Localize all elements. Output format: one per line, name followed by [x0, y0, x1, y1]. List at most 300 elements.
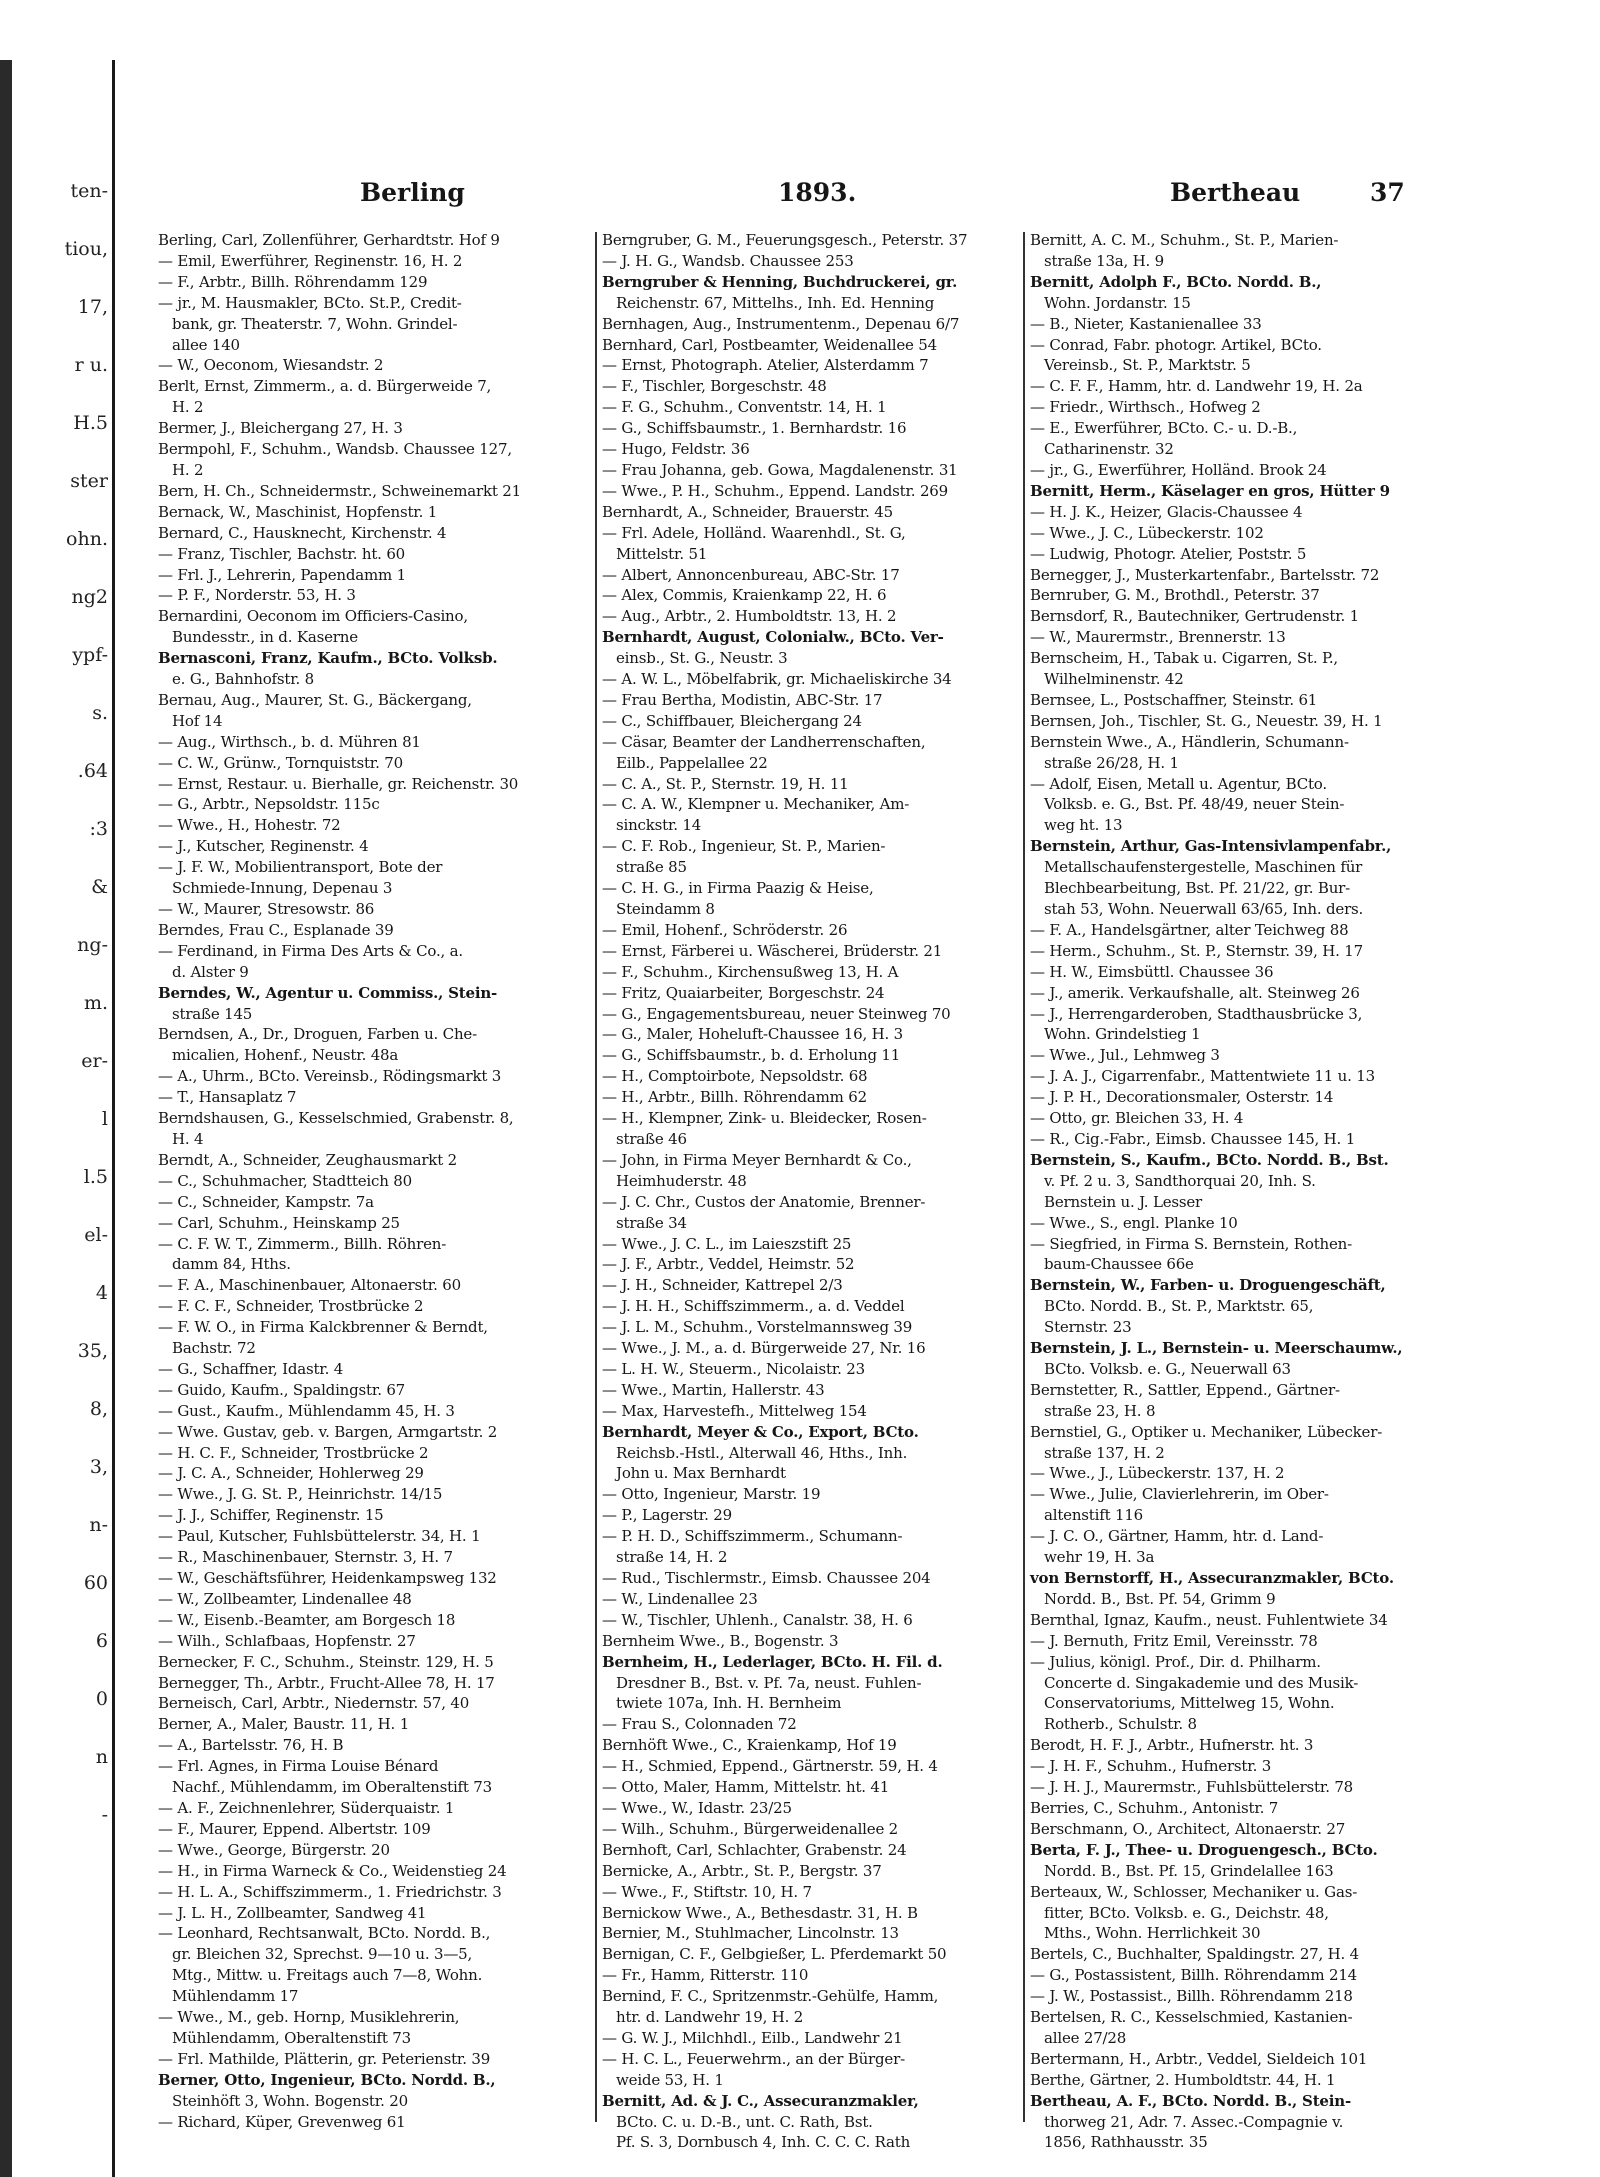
directory-entry: straße 34: [616, 1213, 687, 1232]
directory-entry: Berngruber, G. M., Feuerungsgesch., Peterstr. 37: [602, 231, 968, 249]
directory-entry: damm 84, Hths.: [172, 1255, 291, 1274]
directory-entry: Bernitt, A. C. M., Schuhm., St. P., Marien-: [1030, 231, 1339, 249]
directory-entry: Nordd. B., Bst. Pf. 54, Grimm 9: [1044, 1589, 1276, 1608]
directory-entry: — J. H. J., Maurermstr., Fuhlsbüttelerstr. 78: [1030, 1778, 1354, 1797]
directory-entry: — Fr., Hamm, Ritterstr. 110: [602, 1966, 809, 1985]
directory-entry: — J. C. A., Schneider, Hohlerweg 29: [158, 1464, 424, 1483]
directory-entry: Bernack, W., Maschinist, Hopfenstr. 1: [158, 502, 438, 521]
directory-entry: — L. H. W., Steuerm., Nicolaistr. 23: [602, 1359, 865, 1378]
directory-entry: straße 26/28, H. 1: [1044, 753, 1179, 772]
directory-entry: straße 85: [616, 858, 687, 877]
directory-entry: straße 145: [172, 1004, 253, 1023]
directory-entry: Bernhard, Carl, Postbeamter, Weidenallee 54: [602, 335, 937, 354]
directory-entry: Hof 14: [172, 711, 223, 730]
directory-entry: — A., Bartelsstr. 76, H. B: [158, 1736, 344, 1755]
directory-entry: straße 23, H. 8: [1044, 1401, 1156, 1420]
directory-column-3: [1030, 230, 1460, 2152]
directory-entry: — Hugo, Feldstr. 36: [602, 440, 750, 459]
directory-entry: Bundesstr., in d. Kaserne: [172, 628, 358, 647]
directory-entry: — Conrad, Fabr. photogr. Artikel, BCto.: [1030, 335, 1322, 354]
directory-entry: — W., Eisenb.-Beamter, am Borgesch 18: [158, 1610, 456, 1629]
directory-entry: Berndes, W., Agentur u. Commiss., Stein-: [158, 983, 498, 1002]
directory-entry: — Frl. Mathilde, Plätterin, gr. Peterienstr. 39: [158, 2049, 491, 2068]
binding-gutter: [0, 60, 12, 2177]
directory-entry: Bernhoft, Carl, Schlachter, Grabenstr. 24: [602, 1840, 907, 1859]
directory-entry: — J., Herrengarderoben, Stadthausbrücke 3,: [1030, 1004, 1363, 1023]
directory-entry: Bernhagen, Aug., Instrumentenm., Depenau 6/7: [602, 314, 960, 333]
directory-entry: — Wwe., J. G. St. P., Heinrichstr. 14/15: [158, 1485, 443, 1504]
directory-entry: Bernheim Wwe., B., Bogenstr. 3: [602, 1631, 839, 1650]
directory-entry: — Wwe., George, Bürgerstr. 20: [158, 1840, 390, 1859]
directory-entry: — Otto, Maler, Hamm, Mittelstr. ht. 41: [602, 1778, 890, 1797]
directory-entry: Wilhelminenstr. 42: [1044, 670, 1184, 689]
directory-entry: — H. W., Eimsbüttl. Chaussee 36: [1030, 962, 1274, 981]
directory-entry: Blechbearbeitung, Bst. Pf. 21/22, gr. Bur-: [1044, 879, 1350, 898]
directory-entry: — T., Hansaplatz 7: [158, 1088, 297, 1107]
directory-entry: Bernitt, Herm., Käselager en gros, Hütter 9: [1030, 481, 1390, 500]
directory-entry: — F. A., Handelsgärtner, alter Teichweg 88: [1030, 920, 1349, 939]
directory-entry: — C. A., St. P., Sternstr. 19, H. 11: [602, 774, 849, 793]
directory-entry: — G., Postassistent, Billh. Röhrendamm 214: [1030, 1966, 1358, 1985]
directory-entry: — Frau Johanna, geb. Gowa, Magdalenenstr. 31: [602, 460, 958, 479]
directory-entry: weide 53, H. 1: [616, 2070, 724, 2089]
previous-page-edge: [0, 60, 115, 2177]
header-year: 1893.: [778, 178, 857, 207]
directory-entry: Bachstr. 72: [172, 1339, 256, 1358]
directory-entry: Berner, Otto, Ingenieur, BCto. Nordd. B.,: [158, 2070, 496, 2089]
directory-entry: — Wwe., J. M., a. d. Bürgerweide 27, Nr. 16: [602, 1339, 926, 1358]
directory-entry: — B., Nieter, Kastanienallee 33: [1030, 314, 1262, 333]
directory-entry: — Frau S., Colonnaden 72: [602, 1715, 797, 1734]
directory-entry: gr. Bleichen 32, Sprechst. 9—10 u. 3—5,: [172, 1945, 473, 1964]
directory-entry: Bernstein, Arthur, Gas-Intensivlampenfabr.,: [1030, 837, 1392, 856]
previous-page-fragment: H.5: [73, 412, 108, 434]
directory-entry: Berndsen, A., Dr., Droguen, Farben u. Che-: [158, 1025, 477, 1044]
directory-entry: — J. Bernuth, Fritz Emil, Vereinsstr. 78: [1030, 1631, 1318, 1650]
directory-entry: — Wwe., J. C., Lübeckerstr. 102: [1030, 523, 1264, 542]
directory-entry: einsb., St. G., Neustr. 3: [616, 649, 788, 668]
directory-entry: — Rud., Tischlermstr., Eimsb. Chaussee 204: [602, 1569, 931, 1587]
directory-entry: — Wwe., J., Lübeckerstr. 137, H. 2: [1030, 1464, 1285, 1483]
directory-entry: — jr., M. Hausmakler, BCto. St.P., Credit-: [158, 293, 462, 312]
directory-entry: v. Pf. 2 u. 3, Sandthorquai 20, Inh. S.: [1044, 1171, 1316, 1190]
directory-entry: — Otto, gr. Bleichen 33, H. 4: [1030, 1109, 1244, 1128]
directory-entry: — Siegfried, in Firma S. Bernstein, Rothen-: [1030, 1234, 1353, 1253]
directory-entry: — C. F. W. T., Zimmerm., Billh. Röhren-: [158, 1234, 447, 1253]
directory-entry: H. 2: [172, 460, 204, 479]
directory-entry: Berodt, H. F. J., Arbtr., Hufnerstr. ht. 3: [1030, 1736, 1314, 1755]
directory-entry: — Leonhard, Rechtsanwalt, BCto. Nordd. B.,: [158, 1924, 491, 1943]
directory-entry: — John, in Firma Meyer Bernhardt & Co.,: [602, 1150, 912, 1169]
directory-entry: baum-Chaussee 66e: [1044, 1255, 1194, 1274]
directory-entry: Concerte d. Singakademie und des Musik-: [1044, 1673, 1359, 1692]
directory-entry: — C., Schneider, Kampstr. 7a: [158, 1192, 374, 1211]
directory-entry: Mühlendamm, Oberaltenstift 73: [172, 2028, 411, 2047]
directory-entry: — Ernst, Photograph. Atelier, Alsterdamm 7: [602, 356, 929, 375]
directory-entry: Bernegger, Th., Arbtr., Frucht-Allee 78, H. 17: [158, 1673, 495, 1692]
directory-entry: Heimhuderstr. 48: [616, 1171, 747, 1190]
directory-entry: — W., Tischler, Uhlenh., Canalstr. 38, H. 6: [602, 1610, 913, 1629]
directory-entry: — Carl, Schuhm., Heinskamp 25: [158, 1213, 400, 1232]
previous-page-fragment: 17,: [77, 296, 108, 318]
directory-column-2: [602, 230, 1035, 2152]
previous-page-fragment: ng-: [77, 934, 108, 956]
directory-entry: d. Alster 9: [172, 962, 249, 981]
directory-entry: Bernier, M., Stuhlmacher, Lincolnstr. 13: [602, 1924, 899, 1943]
directory-entry: — Wilh., Schuhm., Bürgerweidenallee 2: [602, 1819, 899, 1838]
directory-entry: — Wwe., J. C. L., im Laieszstift 25: [602, 1234, 852, 1253]
directory-entry: straße 137, H. 2: [1044, 1443, 1165, 1462]
previous-page-fragment: 0: [95, 1688, 108, 1710]
directory-entry: Reichenstr. 67, Mittelhs., Inh. Ed. Henning: [616, 293, 935, 312]
directory-entry: Vereinsb., St. P., Marktstr. 5: [1044, 356, 1251, 375]
previous-page-fragment: ten-: [70, 180, 108, 202]
previous-page-fragment: :3: [89, 818, 108, 840]
previous-page-fragment: ng2: [71, 586, 108, 608]
directory-entry: Bernstiel, G., Optiker u. Mechaniker, Lübecker-: [1030, 1422, 1383, 1441]
previous-page-fragment: ster: [70, 470, 108, 492]
directory-entry: — J. L. M., Schuhm., Vorstelmannsweg 39: [602, 1318, 913, 1337]
directory-entry: thorweg 21, Adr. 7. Assec.-Compagnie v.: [1044, 2112, 1344, 2131]
previous-page-fragment: 3,: [89, 1456, 108, 1478]
directory-entry: — Ludwig, Photogr. Atelier, Poststr. 5: [1030, 544, 1307, 563]
directory-entry: Berthe, Gärtner, 2. Humboldtstr. 44, H. 1: [1030, 2070, 1336, 2089]
directory-entry: — H. J. K., Heizer, Glacis-Chaussee 4: [1030, 502, 1303, 521]
directory-entry: altenstift 116: [1044, 1506, 1144, 1525]
directory-entry: twiete 107a, Inh. H. Bernheim: [616, 1694, 842, 1713]
directory-entry: straße 13a, H. 9: [1044, 251, 1165, 270]
directory-entry: — Frau Bertha, Modistin, ABC-Str. 17: [602, 690, 883, 709]
directory-entry: von Bernstorff, H., Assecuranzmakler, BCto.: [1030, 1569, 1394, 1587]
directory-entry: — Max, Harvestefh., Mittelweg 154: [602, 1401, 867, 1420]
previous-page-fragment: n-: [89, 1514, 108, 1536]
directory-entry: — J. C. Chr., Custos der Anatomie, Brenner-: [602, 1192, 926, 1211]
directory-entry: John u. Max Bernhardt: [616, 1464, 786, 1483]
directory-entry: — Cäsar, Beamter der Landherrenschaften,: [602, 732, 926, 751]
directory-entry: Mittelstr. 51: [616, 544, 708, 563]
directory-entry: — G., Arbtr., Nepsoldstr. 115c: [158, 795, 380, 814]
directory-entry: — Emil, Ewerführer, Reginenstr. 16, H. 2: [158, 251, 463, 270]
directory-entry: — Wwe., S., engl. Planke 10: [1030, 1213, 1238, 1232]
directory-entry: Berndshausen, G., Kesselschmied, Grabenstr. 8,: [158, 1109, 514, 1128]
directory-entry: — G., Maler, Hoheluft-Chaussee 16, H. 3: [602, 1025, 903, 1044]
directory-entry: Bernau, Aug., Maurer, St. G., Bäckergang,: [158, 690, 472, 709]
directory-entry: — J. H. F., Schuhm., Hufnerstr. 3: [1030, 1757, 1272, 1776]
directory-entry: — Frl. J., Lehrerin, Papendamm 1: [158, 565, 406, 584]
directory-entry: — G., Engagementsbureau, neuer Steinweg 70: [602, 1004, 951, 1023]
directory-entry: — F., Schuhm., Kirchensußweg 13, H. A: [602, 962, 899, 981]
directory-entry: Bernhöft Wwe., C., Kraienkamp, Hof 19: [602, 1736, 897, 1755]
directory-entry: Bernstein, W., Farben- u. Droguengeschäft,: [1030, 1276, 1386, 1295]
directory-entry: Steindamm 8: [616, 900, 715, 918]
directory-entry: — G. W. J., Milchhdl., Eilb., Landwehr 21: [602, 2028, 903, 2047]
directory-entry: Sternstr. 23: [1044, 1318, 1132, 1337]
column-divider: [595, 232, 597, 2122]
directory-entry: — W., Geschäftsführer, Heidenkampsweg 132: [158, 1569, 497, 1587]
directory-entry: — J. H., Schneider, Kattrepel 2/3: [602, 1276, 843, 1295]
directory-entry: — G., Schiffsbaumstr., b. d. Erholung 11: [602, 1046, 901, 1065]
directory-entry: — F. G., Schuhm., Conventstr. 14, H. 1: [602, 398, 887, 417]
directory-entry: — J. A. J., Cigarrenfabr., Mattentwiete 11 u. 13: [1030, 1067, 1375, 1086]
directory-entry: Berngruber & Henning, Buchdruckerei, gr.: [602, 272, 958, 291]
directory-entry: — H. C. L., Feuerwehrm., an der Bürger-: [602, 2049, 905, 2068]
directory-entry: micalien, Hohenf., Neustr. 48a: [172, 1046, 399, 1065]
directory-entry: Bernitt, Adolph F., BCto. Nordd. B.,: [1030, 272, 1322, 291]
directory-entry: — F., Maurer, Eppend. Albertstr. 109: [158, 1819, 431, 1838]
directory-entry: Berlt, Ernst, Zimmerm., a. d. Bürgerweide 7,: [158, 377, 492, 396]
directory-entry: Mths., Wohn. Herrlichkeit 30: [1044, 1924, 1261, 1943]
directory-entry: Mtg., Mittw. u. Freitags auch 7—8, Wohn.: [172, 1966, 483, 1985]
directory-entry: Bernheim, H., Lederlager, BCto. H. Fil. d.: [602, 1652, 943, 1671]
directory-entry: Bernitt, Ad. & J. C., Assecuranzmakler,: [602, 2091, 919, 2110]
directory-entry: Pf. S. 3, Dornbusch 4, Inh. C. C. C. Rath: [616, 2133, 911, 2152]
directory-entry: — E., Ewerführer, BCto. C.- u. D.-B.,: [1030, 419, 1298, 438]
directory-entry: — Guido, Kaufm., Spaldingstr. 67: [158, 1380, 406, 1399]
directory-entry: Eilb., Pappelallee 22: [616, 753, 768, 772]
directory-entry: — Paul, Kutscher, Fuhlsbüttelerstr. 34, H. 1: [158, 1527, 481, 1546]
previous-page-fragment: l: [101, 1108, 108, 1130]
directory-entry: Bernecker, F. C., Schuhm., Steinstr. 129, H. 5: [158, 1652, 494, 1671]
directory-entry: Bernstein u. J. Lesser: [1044, 1192, 1203, 1211]
directory-entry: — Franz, Tischler, Bachstr. ht. 60: [158, 544, 406, 563]
directory-entry: — C. F. Rob., Ingenieur, St. P., Marien-: [602, 837, 886, 856]
directory-entry: — J. H. G., Wandsb. Chaussee 253: [602, 251, 854, 270]
directory-entry: — jr., G., Ewerführer, Holländ. Brook 24: [1030, 460, 1327, 479]
previous-page-fragment: er-: [81, 1050, 108, 1072]
directory-entry: BCto. Volksb. e. G., Neuerwall 63: [1044, 1359, 1291, 1378]
directory-entry: — Ferdinand, in Firma Des Arts & Co., a.: [158, 941, 463, 960]
directory-entry: — J. W., Postassist., Billh. Röhrendamm 218: [1030, 1987, 1353, 2006]
directory-entry: Bernind, F. C., Spritzenmstr.-Gehülfe, Hamm,: [602, 1987, 939, 2006]
directory-entry: — Richard, Küper, Grevenweg 61: [158, 2112, 406, 2131]
directory-entry: fitter, BCto. Volksb. e. G., Deichstr. 48,: [1044, 1903, 1329, 1922]
directory-entry: Wohn. Jordanstr. 15: [1044, 293, 1191, 312]
directory-entry: — Wwe., M., geb. Hornp, Musiklehrerin,: [158, 2008, 460, 2027]
directory-entry: — J. C. O., Gärtner, Hamm, htr. d. Land-: [1030, 1527, 1324, 1546]
directory-entry: Rotherb., Schulstr. 8: [1044, 1715, 1197, 1734]
directory-entry: Bernstein Wwe., A., Händlerin, Schumann-: [1030, 732, 1349, 751]
directory-entry: Bernardini, Oeconom im Officiers-Casino,: [158, 607, 468, 626]
previous-page-fragment: n: [95, 1746, 108, 1768]
directory-entry: — W., Zollbeamter, Lindenallee 48: [158, 1589, 412, 1608]
directory-entry: sinckstr. 14: [616, 816, 702, 835]
directory-entry: — R., Maschinenbauer, Sternstr. 3, H. 7: [158, 1548, 453, 1567]
directory-entry: Berteaux, W., Schlosser, Mechaniker u. Gas-: [1030, 1882, 1358, 1901]
previous-page-fragment: ohn.: [66, 528, 108, 550]
directory-entry: Bernstein, S., Kaufm., BCto. Nordd. B., Bst.: [1030, 1150, 1389, 1169]
directory-entry: — J., amerik. Verkaufshalle, alt. Steinweg 26: [1030, 983, 1360, 1002]
directory-entry: Berner, A., Maler, Baustr. 11, H. 1: [158, 1715, 410, 1734]
directory-entry: — H., Schmied, Eppend., Gärtnerstr. 59, H. 4: [602, 1757, 938, 1776]
directory-entry: — Albert, Annoncenbureau, ABC-Str. 17: [602, 565, 900, 584]
directory-entry: — Friedr., Wirthsch., Hofweg 2: [1030, 398, 1261, 417]
directory-entry: Bertheau, A. F., BCto. Nordd. B., Stein-: [1030, 2091, 1351, 2110]
previous-page-fragment: 8,: [89, 1398, 108, 1420]
directory-entry: — Wwe., F., Stiftstr. 10, H. 7: [602, 1882, 812, 1901]
directory-entry: Bernsen, Joh., Tischler, St. G., Neuestr. 39, H. 1: [1030, 711, 1383, 730]
directory-entry: Bernruber, G. M., Brothdl., Peterstr. 37: [1030, 586, 1320, 605]
directory-entry: Bernscheim, H., Tabak u. Cigarren, St. P.,: [1030, 649, 1338, 668]
directory-entry: — Aug., Arbtr., 2. Humboldtstr. 13, H. 2: [602, 607, 897, 626]
directory-entry: Bernard, C., Hausknecht, Kirchenstr. 4: [158, 523, 447, 542]
directory-entry: — Alex, Commis, Kraienkamp 22, H. 6: [602, 586, 887, 605]
directory-entry: H. 4: [172, 1129, 204, 1148]
previous-page-fragment: -: [101, 1804, 108, 1826]
directory-entry: — A. F., Zeichnenlehrer, Süderquaistr. 1: [158, 1798, 455, 1817]
previous-page-fragment: 4: [95, 1282, 108, 1304]
directory-entry: Bertermann, H., Arbtr., Veddel, Sieldeich 101: [1030, 2049, 1368, 2068]
header-left-keyword: Berling: [360, 178, 465, 207]
directory-entry: — J. J., Schiffer, Reginenstr. 15: [158, 1506, 384, 1525]
directory-entry: — Wwe., Martin, Hallerstr. 43: [602, 1380, 825, 1399]
directory-entry: — J. H. H., Schiffszimmerm., a. d. Veddel: [602, 1297, 905, 1316]
directory-entry: Bern, H. Ch., Schneidermstr., Schweinemarkt 21: [158, 481, 521, 500]
directory-entry: — H., Klempner, Zink- u. Bleidecker, Rosen-: [602, 1109, 927, 1128]
directory-entry: — Wwe. Gustav, geb. v. Bargen, Armgartstr. 2: [158, 1422, 498, 1441]
directory-entry: — C., Schiffbauer, Bleichergang 24: [602, 711, 862, 730]
directory-entry: Berschmann, O., Architect, Altonaerstr. 27: [1030, 1819, 1346, 1838]
directory-entry: — R., Cig.-Fabr., Eimsb. Chaussee 145, H. 1: [1030, 1129, 1356, 1148]
directory-entry: allee 140: [172, 335, 240, 354]
previous-page-fragment: m.: [83, 992, 108, 1014]
directory-entry: Bernhardt, August, Colonialw., BCto. Ver-: [602, 628, 944, 647]
directory-entry: — F. C. F., Schneider, Trostbrücke 2: [158, 1297, 424, 1316]
directory-entry: — H., Arbtr., Billh. Röhrendamm 62: [602, 1088, 867, 1107]
directory-entry: Wohn. Grindelstieg 1: [1044, 1025, 1201, 1044]
directory-entry: — F. A., Maschinenbauer, Altonaerstr. 60: [158, 1276, 461, 1295]
directory-entry: weg ht. 13: [1044, 816, 1123, 835]
previous-page-fragment: l.5: [83, 1166, 108, 1188]
directory-entry: — Ernst, Restaur. u. Bierhalle, gr. Reichenstr. 30: [158, 774, 519, 793]
directory-entry: — Wwe., H., Hohestr. 72: [158, 816, 341, 835]
directory-entry: — C., Schuhmacher, Stadtteich 80: [158, 1171, 412, 1190]
previous-page-fragment: 60: [83, 1572, 108, 1594]
directory-entry: — Frl. Agnes, in Firma Louise Bénard: [158, 1757, 439, 1776]
directory-entry: Bernsee, L., Postschaffner, Steinstr. 61: [1030, 690, 1318, 709]
directory-entry: — J. F. W., Mobilientransport, Bote der: [158, 858, 443, 877]
directory-entry: — Herm., Schuhm., St. P., Sternstr. 39, H. 17: [1030, 941, 1363, 960]
directory-entry: Berling, Carl, Zollenführer, Gerhardtstr. Hof 9: [158, 231, 500, 249]
previous-page-fragment: r u.: [74, 354, 108, 376]
directory-entry: — F., Tischler, Borgeschstr. 48: [602, 377, 827, 396]
previous-page-fragment: .64: [77, 760, 108, 782]
directory-entry: — Ernst, Färberei u. Wäscherei, Brüderstr. 21: [602, 941, 943, 960]
directory-entry: — C. A. W., Klempner u. Mechaniker, Am-: [602, 795, 910, 814]
directory-entry: — C. W., Grünw., Tornquiststr. 70: [158, 753, 403, 772]
previous-page-fragment: tiou,: [64, 238, 108, 260]
directory-entry: Bernthal, Ignaz, Kaufm., neust. Fuhlentwiete 34: [1030, 1610, 1388, 1629]
directory-entry: Bertelsen, R. C., Kesselschmied, Kastanien-: [1030, 2008, 1353, 2027]
directory-entry: — H., Comptoirbote, Nepsoldstr. 68: [602, 1067, 868, 1086]
directory-entry: — Adolf, Eisen, Metall u. Agentur, BCto.: [1030, 774, 1327, 793]
directory-entry: — C. F. F., Hamm, htr. d. Landwehr 19, H. 2a: [1030, 377, 1363, 396]
directory-entry: — J. P. H., Decorationsmaler, Osterstr. 14: [1030, 1088, 1334, 1107]
directory-entry: Berneisch, Carl, Arbtr., Niedernstr. 57, 40: [158, 1694, 470, 1713]
directory-entry: — P. H. D., Schiffszimmerm., Schumann-: [602, 1527, 903, 1546]
directory-entry: — Wwe., Jul., Lehmweg 3: [1030, 1046, 1220, 1065]
directory-entry: — F. W. O., in Firma Kalckbrenner & Berndt,: [158, 1318, 488, 1337]
directory-entry: Conservatoriums, Mittelweg 15, Wohn.: [1044, 1694, 1335, 1713]
directory-column-1: [158, 230, 588, 2130]
directory-entry: straße 14, H. 2: [616, 1548, 728, 1567]
directory-entry: — G., Schiffsbaumstr., 1. Bernhardstr. 16: [602, 419, 907, 438]
directory-entry: — Wilh., Schlafbaas, Hopfenstr. 27: [158, 1631, 416, 1650]
header-right-keyword: Bertheau: [1170, 178, 1301, 207]
directory-entry: htr. d. Landwehr 19, H. 2: [616, 2008, 804, 2027]
directory-entry: Schmiede-Innung, Depenau 3: [172, 879, 393, 898]
directory-entry: — J., Kutscher, Reginenstr. 4: [158, 837, 369, 856]
directory-entry: straße 46: [616, 1129, 687, 1148]
directory-entry: — H. C. F., Schneider, Trostbrücke 2: [158, 1443, 429, 1462]
directory-entry: — Frl. Adele, Holländ. Waarenhdl., St. G,: [602, 523, 906, 542]
directory-entry: — P., Lagerstr. 29: [602, 1506, 732, 1525]
directory-entry: Reichsb.-Hstl., Alterwall 46, Hths., Inh.: [616, 1443, 908, 1462]
directory-entry: stah 53, Wohn. Neuerwall 63/65, Inh. ders.: [1044, 900, 1364, 918]
directory-entry: Berta, F. J., Thee- u. Droguengesch., BCto.: [1030, 1840, 1378, 1859]
directory-entry: — H., in Firma Warneck & Co., Weidenstieg 24: [158, 1861, 507, 1880]
directory-entry: H. 2: [172, 398, 204, 417]
directory-entry: — W., Oeconom, Wiesandstr. 2: [158, 356, 384, 375]
directory-entry: — Fritz, Quaiarbeiter, Borgeschstr. 24: [602, 983, 885, 1002]
directory-entry: — Gust., Kaufm., Mühlendamm 45, H. 3: [158, 1401, 455, 1420]
directory-entry: Bernasconi, Franz, Kaufm., BCto. Volksb.: [158, 649, 498, 668]
directory-entry: Dresdner B., Bst. v. Pf. 7a, neust. Fuhlen-: [616, 1673, 922, 1692]
directory-entry: Bernhardt, Meyer & Co., Export, BCto.: [602, 1422, 919, 1441]
previous-page-fragment: s.: [92, 702, 108, 724]
directory-entry: — Julius, königl. Prof., Dir. d. Philharm.: [1030, 1652, 1321, 1671]
directory-entry: Bermpohl, F., Schuhm., Wandsb. Chaussee 127,: [158, 440, 512, 459]
directory-entry: — W., Maurer, Stresowstr. 86: [158, 900, 375, 918]
previous-page-fragment: ypf-: [72, 644, 108, 666]
directory-entry: Bertels, C., Buchhalter, Spaldingstr. 27, H. 4: [1030, 1945, 1360, 1964]
directory-entry: — P. F., Norderstr. 53, H. 3: [158, 586, 356, 605]
previous-page-fragment: 35,: [77, 1340, 108, 1362]
directory-entry: — J. F., Arbtr., Veddel, Heimstr. 52: [602, 1255, 855, 1274]
directory-entry: BCto. Nordd. B., St. P., Marktstr. 65,: [1044, 1297, 1314, 1316]
previous-page-fragment: el-: [84, 1224, 108, 1246]
directory-entry: — W., Lindenallee 23: [602, 1589, 758, 1608]
directory-entry: — Aug., Wirthsch., b. d. Mühren 81: [158, 732, 421, 751]
directory-entry: Nachf., Mühlendamm, im Oberaltenstift 73: [172, 1778, 492, 1797]
directory-entry: — C. H. G., in Firma Paazig & Heise,: [602, 879, 874, 898]
directory-entry: Berndt, A., Schneider, Zeughausmarkt 2: [158, 1150, 457, 1169]
directory-entry: — W., Maurermstr., Brennerstr. 13: [1030, 628, 1286, 647]
directory-entry: Bermer, J., Bleichergang 27, H. 3: [158, 419, 403, 438]
previous-page-fragment: 6: [95, 1630, 108, 1652]
directory-entry: — G., Schaffner, Idastr. 4: [158, 1359, 344, 1378]
directory-entry: Bernicke, A., Arbtr., St. P., Bergstr. 37: [602, 1861, 882, 1880]
directory-entry: Bernigan, C. F., Gelbgießer, L. Pferdemarkt 50: [602, 1945, 947, 1964]
directory-entry: Bernickow Wwe., A., Bethesdastr. 31, H. B: [602, 1903, 918, 1922]
directory-entry: — Wwe., P. H., Schuhm., Eppend. Landstr. 269: [602, 481, 948, 500]
directory-entry: Steinhöft 3, Wohn. Bogenstr. 20: [172, 2091, 408, 2110]
directory-entry: allee 27/28: [1044, 2028, 1127, 2047]
directory-entry: Mühlendamm 17: [172, 1987, 299, 2006]
directory-entry: e. G., Bahnhofstr. 8: [172, 670, 315, 689]
page-number: 37: [1370, 178, 1405, 207]
directory-entry: Bernstetter, R., Sattler, Eppend., Gärtner-: [1030, 1380, 1340, 1399]
directory-entry: — J. L. H., Zollbeamter, Sandweg 41: [158, 1903, 427, 1922]
directory-entry: — Wwe., Julie, Clavierlehrerin, im Ober-: [1030, 1485, 1329, 1504]
directory-entry: — F., Arbtr., Billh. Röhrendamm 129: [158, 272, 428, 291]
directory-entry: Metallschaufenstergestelle, Maschinen für: [1044, 858, 1363, 877]
directory-entry: — A., Uhrm., BCto. Vereinsb., Rödingsmarkt 3: [158, 1067, 502, 1086]
directory-entry: Bernsdorf, R., Bautechniker, Gertrudenstr. 1: [1030, 607, 1360, 626]
directory-entry: Nordd. B., Bst. Pf. 15, Grindelallee 163: [1044, 1861, 1334, 1880]
directory-entry: Volksb. e. G., Bst. Pf. 48/49, neuer Stein-: [1044, 795, 1345, 814]
directory-entry: BCto. C. u. D.-B., unt. C. Rath, Bst.: [616, 2112, 873, 2131]
directory-entry: bank, gr. Theaterstr. 7, Wohn. Grindel-: [172, 314, 458, 333]
